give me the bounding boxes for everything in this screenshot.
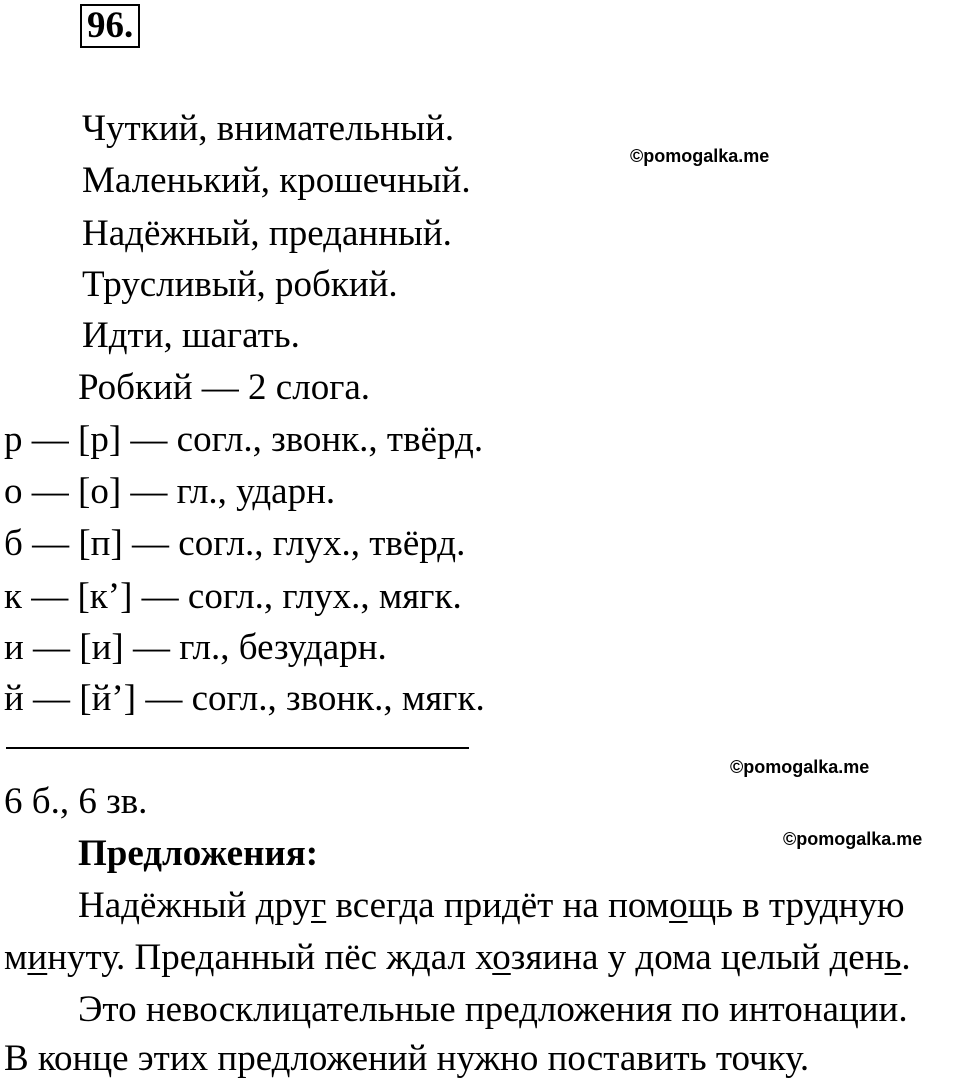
sentence-line: минуту. Преданный пёс ждал хозяина у дома целый день. [4, 937, 911, 978]
count-summary: 6 б., 6 зв. [4, 781, 148, 822]
watermark: ©pomogalka.me [730, 757, 870, 777]
phonetic-row: б — [п] — согл., глух., твёрд. [4, 523, 466, 564]
synonym-pair: Чуткий, внимательный. [82, 108, 455, 149]
underlined-letter: г [311, 885, 327, 926]
underlined-letter: и [27, 937, 48, 978]
divider [6, 747, 469, 749]
synonym-pair: Маленький, крошечный. [82, 160, 471, 201]
underlined-letter: о [492, 937, 511, 978]
phonetic-row: о — [о] — гл., ударн. [4, 471, 336, 512]
synonym-pair: Трусливый, робкий. [82, 264, 398, 305]
phonetic-row: й — [й’] — согл., звонк., мягк. [4, 678, 485, 719]
watermark: ©pomogalka.me [783, 829, 923, 849]
exercise-number: 96. [80, 4, 140, 48]
synonym-pair: Надёжный, преданный. [82, 213, 452, 254]
synonym-pair: Идти, шагать. [82, 315, 300, 356]
phonetic-row: к — [к’] — согл., глух., мягк. [4, 576, 462, 617]
conclusion-line: В конце этих предложений нужно поставить точку. [4, 1038, 810, 1079]
sentence-line: Надёжный друг всегда придёт на помощь в трудную [78, 885, 905, 926]
syllable-note: Робкий — 2 слога. [78, 367, 371, 408]
phonetic-row: и — [и] — гл., безударн. [4, 627, 387, 668]
phonetic-row: р — [р] — согл., звонк., твёрд. [4, 419, 484, 460]
watermark: ©pomogalka.me [630, 146, 770, 166]
underlined-letter: о [669, 885, 688, 926]
underlined-letter: ь [884, 937, 902, 978]
conclusion-line: Это невосклицательные предложения по интонации. [78, 989, 908, 1030]
sentences-heading: Предложения: [78, 833, 319, 874]
